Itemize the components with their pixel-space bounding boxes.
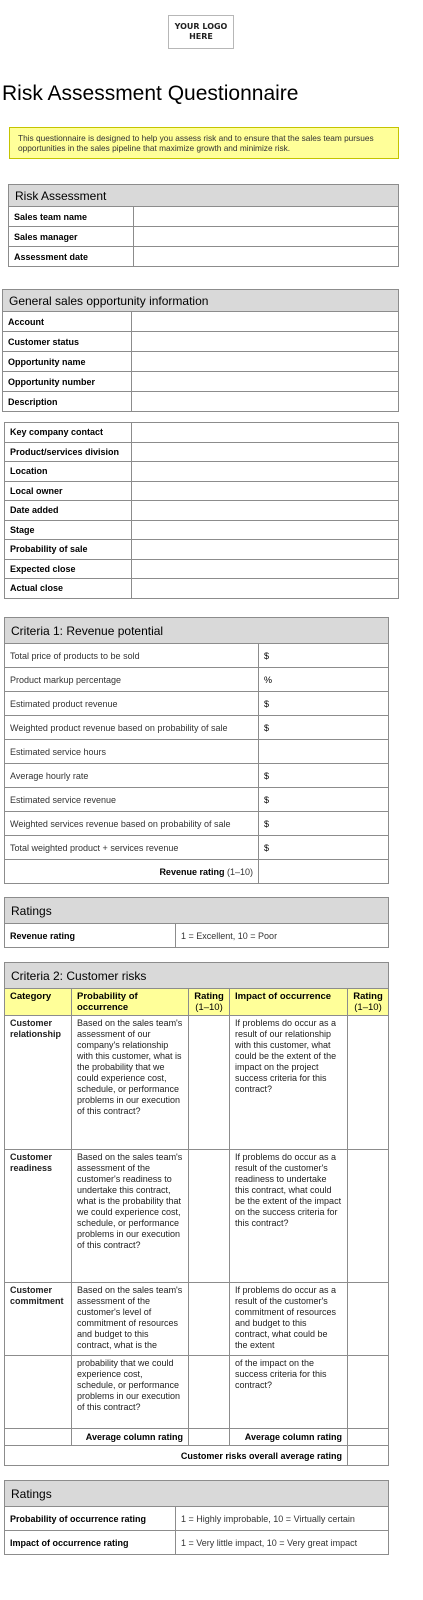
field-label: Opportunity name: [3, 352, 132, 372]
revenue-row-label: Average hourly rate: [5, 764, 259, 788]
page-title: Risk Assessment Questionnaire: [2, 82, 299, 105]
revenue-row-label: Total weighted product + services revenue: [5, 836, 259, 860]
field-label: Customer status: [3, 332, 132, 352]
probability-text: probability that we could experience cost, schedule, or performance problems in our execution of this contract?: [72, 1356, 189, 1429]
revenue-row-input[interactable]: $: [259, 692, 389, 716]
assessment-date-field[interactable]: [134, 247, 399, 267]
revenue-row-input[interactable]: $: [259, 812, 389, 836]
risk-category: Customer commitment: [5, 1283, 72, 1356]
revenue-rating-range: (1–10): [224, 866, 253, 877]
impact-text: If problems do occur as a result of the customer's commitment of resources and budget to this contract, what could be the extent: [230, 1283, 348, 1356]
average-empty-cell: [5, 1429, 72, 1446]
revenue-rating-label: [5, 860, 259, 884]
field-label: Local owner: [5, 481, 132, 501]
revenue-row-label: Total price of products to be sold: [5, 644, 259, 668]
revenue-row-input[interactable]: $: [259, 716, 389, 740]
risk-category-continued: [5, 1356, 72, 1429]
rating-word: Rating: [194, 991, 224, 1002]
intro-note: This questionnaire is designed to help you assess risk and to ensure that the sales team pursues opportunities in the sales pipeline that maximize growth and minimize risk.: [9, 127, 399, 159]
general-info-heading: General sales opportunity information: [3, 290, 399, 312]
field-label: Location: [5, 462, 132, 482]
revenue-row-input[interactable]: $: [259, 644, 389, 668]
revenue-row-input[interactable]: [259, 740, 389, 764]
ratings-2-heading: Ratings: [5, 1481, 389, 1507]
sales-manager-field[interactable]: [134, 227, 399, 247]
probability-text: Based on the sales team's assessment of our company's relationship with this customer, what is the probability that we could experience cost, schedule, or performance problems in our execution of this contract?: [72, 1016, 189, 1150]
key-company-contact-field[interactable]: [132, 423, 399, 443]
general-info-table: [2, 289, 399, 412]
impact-text: If problems do occur as a result of the customer's readiness to undertake this contract, what could be the extent of the impact on the success criteria for this contract?: [230, 1150, 348, 1283]
revenue-row-label: Product markup percentage: [5, 668, 259, 692]
probability-text: Based on the sales team's assessment of the customer's readiness to undertake this contract, what is the probability that we could experience cost, schedule, or performance problems in our execution of this contract?: [72, 1150, 189, 1283]
criteria-2-table: [4, 962, 389, 1466]
ratings-1-heading: Ratings: [5, 898, 389, 924]
col-probability: Probability of occurrence: [72, 989, 189, 1016]
col-rating-probability: [189, 989, 230, 1016]
revenue-row-input[interactable]: %: [259, 668, 389, 692]
rating-word: Rating: [353, 991, 383, 1002]
product-services-division-field[interactable]: [132, 442, 399, 462]
revenue-row-input[interactable]: $: [259, 836, 389, 860]
impact-rating-scale-label: Impact of occurrence rating: [5, 1531, 176, 1555]
impact-rating-input[interactable]: [348, 1283, 389, 1356]
rating-range: (1–10): [195, 1002, 223, 1013]
average-impact-input[interactable]: [348, 1429, 389, 1446]
actual-close-field[interactable]: [132, 579, 399, 599]
sales-team-name-field[interactable]: [134, 207, 399, 227]
overall-average-label: Customer risks overall average rating: [5, 1446, 348, 1466]
logo-line-2: HERE: [189, 32, 213, 41]
risk-category: Customer readiness: [5, 1150, 72, 1283]
impact-rating-input[interactable]: [348, 1016, 389, 1150]
opportunity-name-field[interactable]: [132, 352, 399, 372]
average-probability-label: Average column rating: [72, 1429, 189, 1446]
average-impact-label: Average column rating: [230, 1429, 348, 1446]
location-field[interactable]: [132, 462, 399, 482]
revenue-row-label: Estimated product revenue: [5, 692, 259, 716]
description-field[interactable]: [132, 392, 399, 412]
ratings-1-table: [4, 897, 389, 948]
revenue-row-label: Estimated service hours: [5, 740, 259, 764]
field-label: Expected close: [5, 559, 132, 579]
criteria-2-heading: Criteria 2: Customer risks: [5, 963, 389, 989]
field-label: Sales manager: [9, 227, 134, 247]
probability-of-sale-field[interactable]: [132, 540, 399, 560]
rating-range: (1–10): [354, 1002, 382, 1013]
probability-text: Based on the sales team's assessment of the customer's level of commitment of resources and budget to this contract, what is the: [72, 1283, 189, 1356]
field-label: Date added: [5, 501, 132, 521]
impact-text: If problems do occur as a result of our relationship with this customer, what could be the extent of the impact on the project success criteria for this contract?: [230, 1016, 348, 1150]
average-probability-input[interactable]: [189, 1429, 230, 1446]
col-category: Category: [5, 989, 72, 1016]
date-added-field[interactable]: [132, 501, 399, 521]
logo-line-1: YOUR LOGO: [174, 22, 228, 31]
table-row: [5, 1356, 389, 1429]
revenue-rating-scale: 1 = Excellent, 10 = Poor: [176, 924, 389, 948]
field-label: Account: [3, 312, 132, 332]
risk-assessment-table: [8, 184, 399, 267]
logo-placeholder: [168, 15, 234, 49]
field-label: Product/services division: [5, 442, 132, 462]
field-label: Sales team name: [9, 207, 134, 227]
impact-rating-scale: 1 = Very little impact, 10 = Very great impact: [176, 1531, 389, 1555]
revenue-rating-scale-label: Revenue rating: [5, 924, 176, 948]
probability-rating-input[interactable]: [189, 1016, 230, 1150]
revenue-row-label: Weighted product revenue based on probability of sale: [5, 716, 259, 740]
field-label: Opportunity number: [3, 372, 132, 392]
criteria-1-table: [4, 617, 389, 884]
probability-rating-input[interactable]: [189, 1150, 230, 1283]
col-rating-impact: [348, 989, 389, 1016]
impact-text: of the impact on the success criteria for this contract?: [230, 1356, 348, 1429]
criteria-1-heading: Criteria 1: Revenue potential: [5, 618, 389, 644]
field-label: Key company contact: [5, 423, 132, 443]
ratings-2-table: [4, 1480, 389, 1555]
field-label: Actual close: [5, 579, 132, 599]
field-label: Assessment date: [9, 247, 134, 267]
probability-rating-scale-label: Probability of occurrence rating: [5, 1507, 176, 1531]
field-label: Stage: [5, 520, 132, 540]
field-label: Probability of sale: [5, 540, 132, 560]
table-row: [5, 1150, 389, 1283]
revenue-rating-label-bold: Revenue rating: [159, 866, 225, 877]
stage-field[interactable]: [132, 520, 399, 540]
revenue-row-label: Weighted services revenue based on probability of sale: [5, 812, 259, 836]
probability-rating-input[interactable]: [189, 1283, 230, 1356]
impact-rating-input[interactable]: [348, 1356, 389, 1429]
probability-rating-scale: 1 = Highly improbable, 10 = Virtually certain: [176, 1507, 389, 1531]
col-impact: Impact of occurrence: [230, 989, 348, 1016]
opportunity-details-table: [4, 422, 399, 599]
revenue-row-label: Estimated service revenue: [5, 788, 259, 812]
revenue-row-input[interactable]: $: [259, 764, 389, 788]
field-label: Description: [3, 392, 132, 412]
probability-rating-input[interactable]: [189, 1356, 230, 1429]
customer-status-field[interactable]: [132, 332, 399, 352]
local-owner-field[interactable]: [132, 481, 399, 501]
expected-close-field[interactable]: [132, 559, 399, 579]
risk-assessment-heading: Risk Assessment: [9, 185, 399, 207]
account-field[interactable]: [132, 312, 399, 332]
revenue-row-input[interactable]: $: [259, 788, 389, 812]
revenue-rating-input[interactable]: [259, 860, 389, 884]
opportunity-number-field[interactable]: [132, 372, 399, 392]
impact-rating-input[interactable]: [348, 1150, 389, 1283]
overall-average-input[interactable]: [348, 1446, 389, 1466]
risk-category: Customer relationship: [5, 1016, 72, 1150]
table-row: [5, 1283, 389, 1356]
table-row: [5, 1016, 389, 1150]
